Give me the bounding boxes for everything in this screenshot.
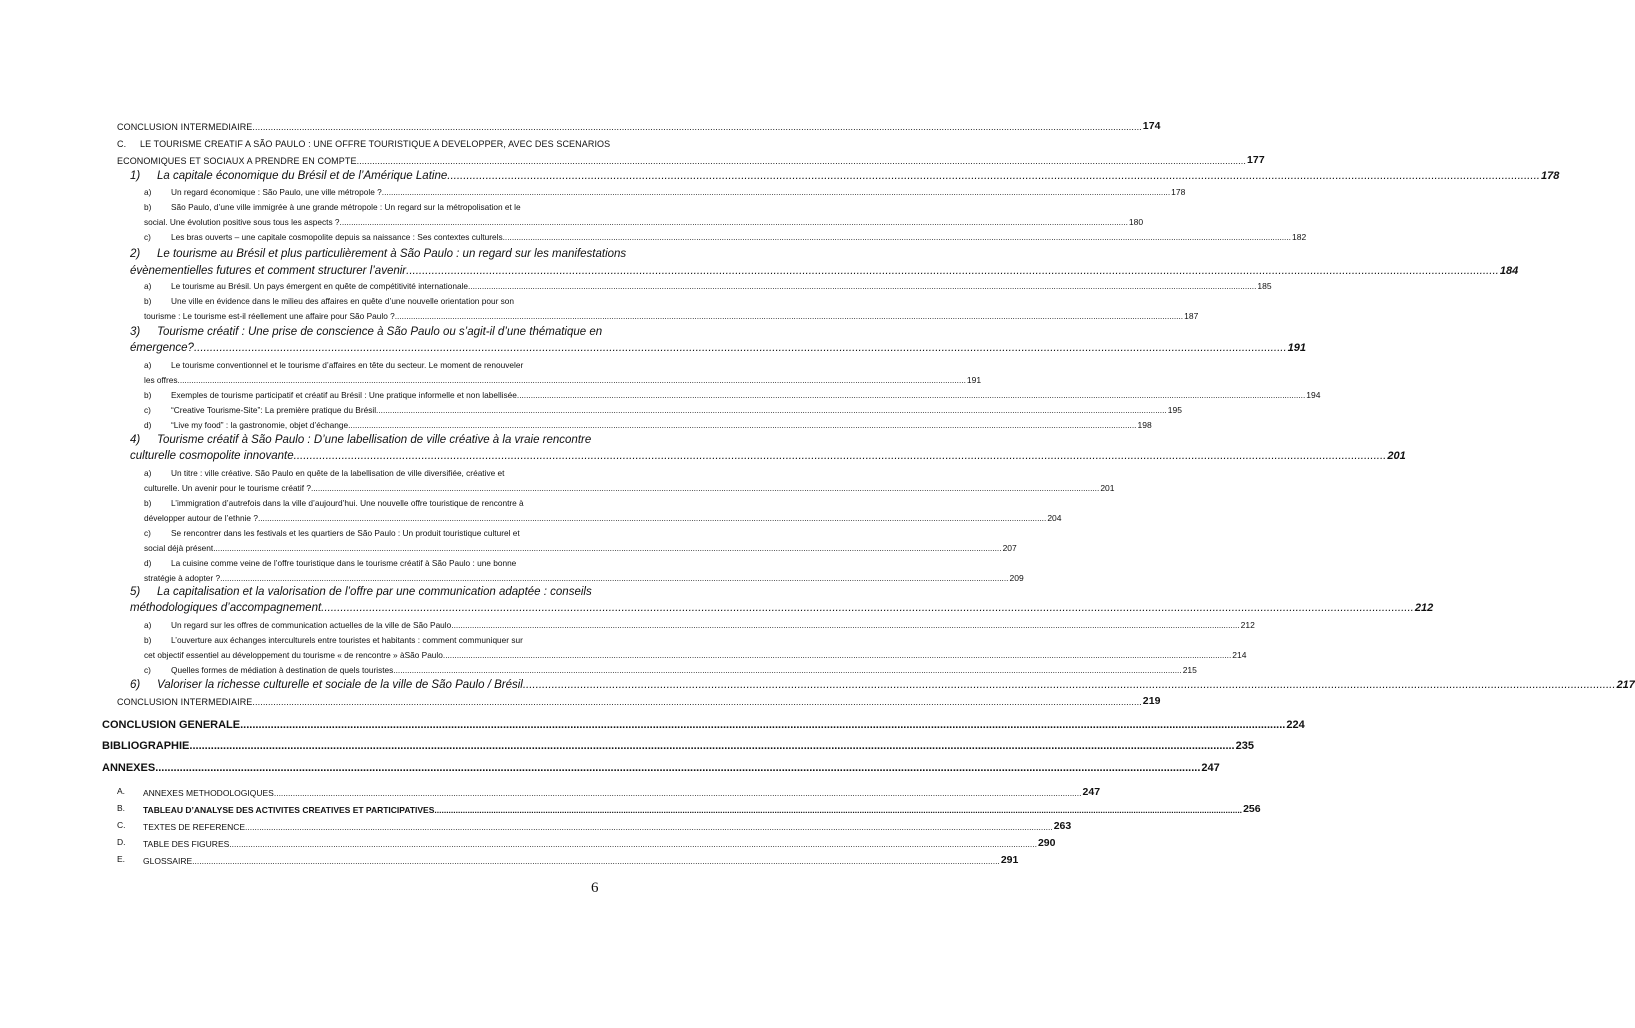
toc-entry-number: 3)	[130, 326, 141, 338]
toc-entry-letter: a)	[144, 360, 152, 370]
toc-entry-letter: C.	[117, 139, 127, 149]
toc-entry-letter: d)	[144, 558, 152, 568]
toc-entry-title: La capitale économique du Brésil et de l’Amérique Latine	[157, 170, 448, 182]
toc-entry-tableau-analyse[interactable]	[143, 803, 1261, 815]
toc-entry-title-line1[interactable]: Le tourisme au Brésil et plus particulièrement à São Paulo : un regard sur les manifestations	[157, 248, 627, 260]
page-number: 6	[591, 880, 599, 896]
toc-entry-offres-communication[interactable]	[171, 620, 1255, 630]
toc-entry-conclusion-generale[interactable]	[102, 719, 1305, 731]
toc-entry-page: 180	[1128, 217, 1144, 227]
toc-entry-tourisme-creatif-conscience[interactable]	[130, 342, 1307, 354]
toc-entry-conclusion-intermediaire-1[interactable]	[117, 120, 1161, 132]
toc-entry-title-line1[interactable]: L’ouverture aux échanges interculturels entre touristes et habitants : comment communiquer sur	[171, 635, 523, 645]
toc-entry-page: 215	[1182, 665, 1197, 675]
toc-entry-pays-emergent[interactable]	[171, 281, 1272, 291]
toc-entry-glossaire[interactable]	[143, 854, 1019, 866]
toc-entry-letter: D.	[117, 837, 126, 847]
toc-entry-page: 177	[1246, 154, 1265, 166]
toc-entry-letter: c)	[144, 405, 151, 415]
toc-entry-bibliographie[interactable]	[102, 740, 1254, 752]
toc-entry-page: 214	[1232, 650, 1247, 660]
toc-entry-tourisme-creatif[interactable]	[117, 154, 1265, 166]
toc-entry-regard-economique[interactable]	[171, 187, 1186, 197]
toc-entry-exemples-tourisme[interactable]	[171, 390, 1321, 400]
toc-entry-page: 219	[1142, 695, 1161, 707]
toc-entry-title-line2: culturelle. Un avenir pour le tourisme créatif ?	[144, 483, 311, 493]
toc-entry-letter: C.	[117, 820, 126, 830]
toc-entry-title: Un regard sur les offres de communication actuelles de la ville de São Paulo	[171, 620, 452, 630]
toc-entry-letter: A.	[117, 786, 126, 796]
toc-entry-title-line2: les offres	[144, 375, 178, 385]
toc-entry-letter: c)	[144, 528, 151, 538]
toc-entry-title: BIBLIOGRAPHIE	[102, 740, 190, 752]
toc-entry-title-line2: culturelle cosmopolite innovante	[130, 450, 294, 462]
toc-entry-title: Exemples de tourisme participatif et créatif au Brésil : Une pratique informelle et non labellisée	[171, 390, 517, 400]
toc-entry-title: CONCLUSION INTERMEDIAIRE	[117, 122, 253, 132]
toc-entry-title: TEXTES DE REFERENCE	[143, 822, 246, 832]
toc-entry-title: ANNEXES	[102, 762, 156, 774]
toc-entry-title-line1[interactable]: L’immigration d’autrefois dans la ville d’aujourd’hui. Une nouvelle offre touristique de rencontre à	[171, 498, 524, 508]
toc-entry-creative-tourisme-site[interactable]	[171, 405, 1182, 415]
toc-entry-letter: c)	[144, 665, 151, 675]
toc-entry-page: 235	[1235, 740, 1254, 752]
toc-entry-title-line2: émergence?	[130, 342, 194, 354]
toc-entry-page: 174	[1142, 120, 1161, 132]
toc-entry-ville-immigree[interactable]	[144, 217, 1144, 227]
toc-entry-valoriser-richesse[interactable]	[157, 679, 1635, 691]
toc-entry-title-line2: social déjà présent	[144, 543, 214, 553]
toc-entry-page: 263	[1053, 820, 1072, 832]
toc-entry-title-line2: tourisme : Le tourisme est-il réellement une affaire pour São Paulo ?	[144, 311, 395, 321]
toc-entry-title-line1[interactable]: La capitalisation et la valorisation de l’offre par une communication adaptée : conseils	[157, 586, 592, 598]
toc-entry-page: 224	[1286, 719, 1305, 731]
toc-entry-tourisme-conventionnel[interactable]	[144, 375, 982, 385]
toc-entry-page: 185	[1257, 281, 1272, 291]
toc-entry-page: 207	[1002, 543, 1017, 553]
toc-entry-page: 195	[1167, 405, 1182, 415]
toc-entry-title-line1[interactable]: Tourisme créatif : Une prise de conscience à São Paulo ou s’agit-il d’une thématique en	[157, 326, 603, 338]
toc-entry-title: Un regard économique : São Paulo, une ville métropole ?	[171, 187, 382, 197]
toc-entry-letter: E.	[117, 854, 126, 864]
toc-entry-page: 191	[966, 375, 982, 385]
toc-entry-letter: b)	[144, 498, 152, 508]
toc-entry-page: 290	[1037, 837, 1056, 849]
toc-entry-title-line1[interactable]: Une ville en évidence dans le milieu des affaires en quête d’une nouvelle orientation pour son	[171, 296, 515, 306]
toc-entry-title-line1[interactable]: La cuisine comme veine de l’offre touristique dans le tourisme créatif à São Paulo : une bonne	[171, 558, 517, 568]
toc-entry-letter: a)	[144, 620, 152, 630]
toc-entry-title: CONCLUSION INTERMEDIAIRE	[117, 697, 253, 707]
toc-entry-page: 217	[1616, 679, 1635, 691]
toc-entry-titre-ville-creative[interactable]	[144, 483, 1115, 493]
toc-entry-page: 209	[1009, 573, 1024, 583]
toc-entry-page: 184	[1499, 265, 1519, 277]
toc-entry-page: 178	[1171, 187, 1186, 197]
toc-entry-letter: B.	[117, 803, 126, 813]
toc-entry-title-line1[interactable]: São Paulo, d’une ville immigrée à une grande métropole : Un regard sur la métropolisation et le	[171, 202, 521, 212]
toc-entry-immigration[interactable]	[144, 513, 1062, 523]
toc-entry-title: “Live my food” : la gastronomie, objet d’échange	[171, 420, 349, 430]
toc-entry-page: 194	[1306, 390, 1321, 400]
toc-entry-number: 4)	[130, 434, 141, 446]
toc-entry-tourisme-bresil[interactable]	[130, 265, 1519, 277]
toc-entry-title-line2: social. Une évolution positive sous tous les aspects ?	[144, 217, 340, 227]
toc-entry-page: 198	[1137, 420, 1152, 430]
toc-entry-letter: a)	[144, 187, 152, 197]
toc-entry-title-line2: évènementielles futures et comment structurer l’avenir	[130, 265, 407, 277]
toc-entry-title-line1[interactable]: Un titre : ville créative. São Paulo en quête de la labellisation de ville diversifiée, créative et	[171, 468, 505, 478]
toc-entry-annexes-methodologiques[interactable]	[143, 786, 1101, 798]
toc-entry-conclusion-intermediaire-2[interactable]	[117, 695, 1161, 707]
toc-entry-letter: b)	[144, 390, 152, 400]
toc-entry-page: 187	[1184, 311, 1199, 321]
toc-entry-labellisation-ville[interactable]	[130, 450, 1406, 462]
toc-entry-formes-mediation[interactable]	[171, 665, 1197, 675]
toc-entry-page: 191	[1287, 342, 1307, 354]
toc-entry-title: CONCLUSION GENERALE	[102, 719, 241, 731]
toc-entry-capitalisation[interactable]	[130, 602, 1434, 614]
toc-entry-letter: a)	[144, 468, 152, 478]
toc-entry-letter: b)	[144, 296, 152, 306]
toc-entry-page: 247	[1201, 762, 1220, 774]
toc-entry-number: 1)	[130, 170, 141, 182]
toc-entry-page: 204	[1047, 513, 1062, 523]
toc-entry-title-line2: méthodologiques d’accompagnement	[130, 602, 322, 614]
toc-entry-page: 201	[1387, 450, 1406, 462]
toc-entry-letter: d)	[144, 420, 152, 430]
toc-entry-textes-reference[interactable]	[143, 820, 1072, 832]
toc-entry-number: 5)	[130, 586, 141, 598]
toc-entry-page: 178	[1540, 170, 1560, 182]
toc-entry-title-line2: cet objectif essentiel au développement du tourisme « de rencontre » àSão Paulo	[144, 650, 443, 660]
toc-entry-ville-affaires[interactable]	[144, 311, 1199, 321]
toc-entry-page: 247	[1082, 786, 1101, 798]
toc-entry-title: Quelles formes de médiation à destination de quels touristes	[171, 665, 394, 675]
toc-entry-echanges-interculturels[interactable]	[144, 650, 1247, 660]
toc-entry-table-figures[interactable]	[143, 837, 1056, 849]
toc-entry-bras-ouverts[interactable]	[171, 232, 1307, 242]
toc-entry-letter: c)	[144, 232, 151, 242]
toc-entry-title-line2: stratégie à adopter ?	[144, 573, 221, 583]
toc-entry-title: “Creative Tourisme-Site”: La première pratique du Brésil.	[171, 405, 379, 415]
toc-entry-page: 291	[1000, 854, 1019, 866]
toc-entry-cuisine[interactable]	[144, 573, 1024, 583]
toc-entry-title-line2: développer autour de l’ethnie ?	[144, 513, 258, 523]
toc-entry-letter: b)	[144, 635, 152, 645]
toc-entry-page: 212	[1414, 602, 1434, 614]
toc-entry-annexes[interactable]	[102, 762, 1220, 774]
toc-entry-title-line2: ECONOMIQUES ET SOCIAUX A PRENDRE EN COMPTE	[117, 156, 357, 166]
toc-entry-title-line1[interactable]: Se rencontrer dans les festivals et les quartiers de São Paulo : Un produit touristique culturel et	[171, 528, 520, 538]
toc-entry-letter: b)	[144, 202, 152, 212]
toc-entry-page: 256	[1243, 803, 1261, 815]
toc-entry-page: 212	[1240, 620, 1255, 630]
toc-entry-live-my-food[interactable]	[171, 420, 1152, 430]
toc-entry-title: GLOSSAIRE	[143, 856, 193, 866]
toc-entry-number: 2)	[130, 248, 141, 260]
toc-entry-title-line1[interactable]: Le tourisme conventionnel et le tourisme d’affaires en tête du secteur. Le moment de renouveler	[171, 360, 524, 370]
toc-entry-title: Les bras ouverts – une capitale cosmopolite depuis sa naissance : Ses contextes culturels	[171, 232, 503, 242]
toc-entry-title-line1[interactable]: Tourisme créatif à São Paulo : D’une labellisation de ville créative à la vraie rencontre	[157, 434, 592, 446]
toc-entry-title: TABLE DES FIGURES	[143, 839, 230, 849]
toc-entry-title: Valoriser la richesse culturelle et sociale de la ville de São Paulo / Brésil	[157, 679, 523, 691]
toc-entry-number: 6)	[130, 679, 141, 691]
toc-entry-letter: a)	[144, 281, 152, 291]
toc-entry-page: 182	[1291, 232, 1307, 242]
toc-entry-title-line1[interactable]: LE TOURISME CREATIF A SÃO PAULO : UNE OFFRE TOURISTIQUE A DEVELOPPER, AVEC DES SCENARIOS	[140, 139, 611, 149]
toc-entry-page: 201	[1100, 483, 1115, 493]
toc-entry-capitale-economique[interactable]	[157, 170, 1560, 182]
toc-entry-title: Le tourisme au Brésil. Un pays émergent en quête de compétitivité internationale	[171, 281, 469, 291]
toc-entry-title: TABLEAU D’ANALYSE DES ACTIVITES CREATIVES ET PARTICIPATIVES	[143, 805, 435, 815]
toc-entry-title: ANNEXES METHODOLOGIQUES	[143, 788, 274, 798]
toc-entry-festivals-quartiers[interactable]	[144, 543, 1017, 553]
